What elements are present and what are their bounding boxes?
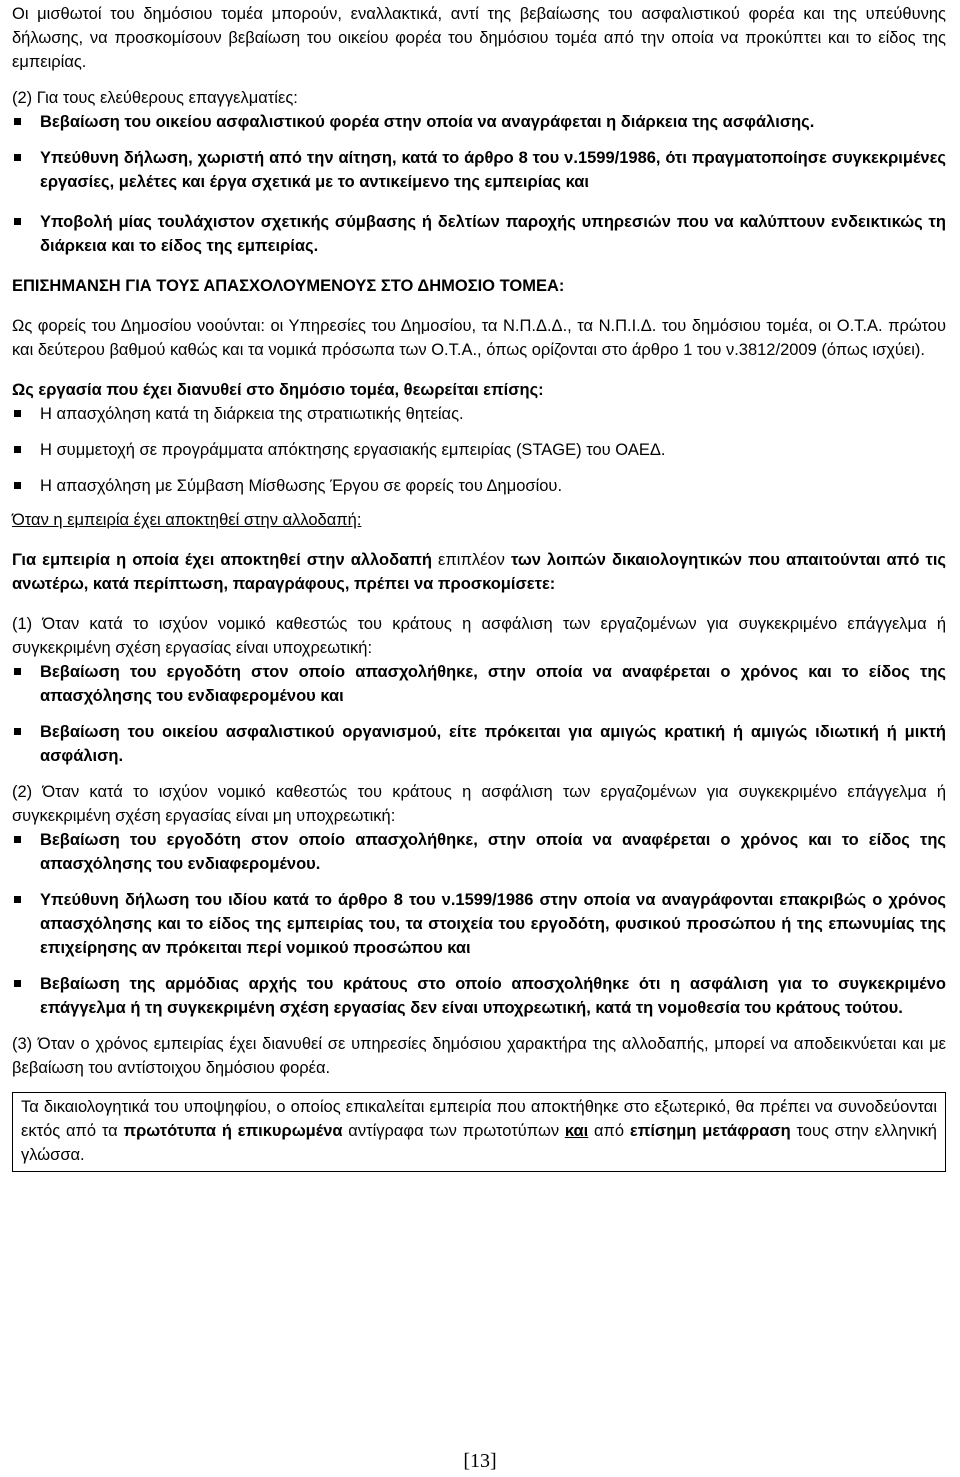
case1-paragraph: (1) Όταν κατά το ισχύον νομικό καθεστώς του κράτους η ασφάλιση των εργαζομένων για συγκεκριμένο επάγγελμα ή συγκεκριμένη σχέση εργασίας είναι υποχρεωτική: — [12, 615, 946, 657]
note-text-4: και — [564, 1122, 589, 1140]
document-page — [12, 2, 946, 1172]
list-item: Βεβαίωση του εργοδότη στον οποίο απασχολήθηκε, στην οποία να αναφέρεται ο χρόνος και το είδος της απασχόλησης του ενδιαφερομένου και — [12, 660, 946, 708]
note-text-3: αντίγραφα των πρωτοτύπων — [348, 1122, 560, 1140]
public-work-heading: Ως εργασία που έχει διανυθεί στο δημόσιο τομέα, θεωρείται επίσης: — [12, 381, 544, 399]
note-text-5: από — [594, 1122, 625, 1140]
intro-paragraph: Οι μισθωτοί του δημόσιου τομέα μπορούν, εναλλακτικά, αντί της βεβαίωσης του ασφαλιστικού φορέα και της υπεύθυνης δήλωσης, να προσκομίσουν βεβαίωση του οικείου φορέα του δημόσιου τομέα από την οποία να προκύπτει και το είδος της εμπειρίας. — [12, 5, 946, 71]
page-number: [13] — [463, 1450, 497, 1472]
case3-paragraph: (3) Όταν ο χρόνος εμπειρίας έχει διανυθεί σε υπηρεσίες δημόσιου χαρακτήρα της αλλοδαπής, μπορεί να αποδεικνύεται και με βεβαίωση του αντίστοιχου δημόσιου φορέα. — [12, 1035, 946, 1077]
freelancer-list — [12, 110, 946, 258]
case2-paragraph: (2) Όταν κατά το ισχύον νομικό καθεστώς του κράτους η ασφάλιση των εργαζομένων για συγκεκριμένο επάγγελμα ή συγκεκριμένη σχέση εργασίας είναι μη υποχρεωτική: — [12, 783, 946, 825]
note-text-2: πρωτότυπα ή επικυρωμένα — [123, 1122, 343, 1140]
list-item: Βεβαίωση του οικείου ασφαλιστικού οργανισμού, είτε πρόκειται για αμιγώς κρατική ή αμιγώς ιδιωτική ή μικτή ασφάλιση. — [12, 720, 946, 768]
list-item: Υπεύθυνη δήλωση, χωριστή από την αίτηση, κατά το άρθρο 8 του ν.1599/1986, ότι πραγματοποίησε συγκεκριμένες εργασίες, μελέτες και έργα σχετικά με το αντικείμενο της εμπειρίας και — [12, 146, 946, 194]
list-item: Υποβολή μίας τουλάχιστον σχετικής σύμβασης ή δελτίων παροχής υπηρεσιών που να καλύπτουν ενδεικτικώς τη διάρκεια και το είδος της εμπειρίας. — [12, 210, 946, 258]
public-work-list — [12, 402, 946, 498]
note-text-6: επίσημη μετάφραση — [629, 1122, 791, 1140]
abroad-intro-part1: Για εμπειρία η οποία έχει αποκτηθεί στην αλλοδαπή — [12, 551, 432, 569]
case2-list — [12, 828, 946, 1020]
abroad-intro-part3: των λοιπών δικαιολογητικών που απαιτούνται από τις ανωτέρω, κατά περίπτωση, παραγράφους, πρέπει να προσκομίσετε: — [12, 551, 946, 593]
list-item: Βεβαίωση του οικείου ασφαλιστικού φορέα στην οποία να αναγράφεται η διάρκεια της ασφάλισης. — [12, 110, 946, 134]
freelancers-heading: (2) Για τους ελεύθερους επαγγελματίες: — [12, 89, 298, 107]
list-item: Βεβαίωση της αρμόδιας αρχής του κράτους στο οποίο αποσχολήθηκε ότι η ασφάλιση για το συγκεκριμένο επάγγελμα ή τη συγκεκριμένη σχέση εργασίας δεν είναι υποχρεωτική, κατά τη νομοθεσία του κράτους τούτου. — [12, 972, 946, 1020]
translation-note-box — [12, 1092, 946, 1172]
abroad-heading: Όταν η εμπειρία έχει αποκτηθεί στην αλλοδαπή: — [12, 511, 362, 529]
note-text-1: Τα δικαιολογητικά του υποψηφίου, ο οποίος επικαλείται εμπειρία που αποκτήθηκε στο εξωτερικό, θα πρέπει να συνοδεύονται εκτός από τα — [21, 1098, 937, 1140]
case1-list — [12, 660, 946, 768]
note-text-7: τους στην ελληνική γλώσσα. — [21, 1122, 937, 1164]
list-item: Υπεύθυνη δήλωση του ιδίου κατά το άρθρο 8 του ν.1599/1986 στην οποία να αναγράφονται επακριβώς ο χρόνος απασχόλησης και το είδος της εμπειρίας του, τα στοιχεία του εργοδότη, φυσικού προσώπου ή της επωνυμίας της επιχείρησης αν πρόκειται περί νομικού προσώπου και — [12, 888, 946, 960]
list-item: Η απασχόληση με Σύμβαση Μίσθωσης Έργου σε φορείς του Δημοσίου. — [12, 474, 946, 498]
public-sector-heading: ΕΠΙΣΗΜΑΝΣΗ ΓΙΑ ΤΟΥΣ ΑΠΑΣΧΟΛΟΥΜΕΝΟΥΣ ΣΤΟ ΔΗΜΟΣΙΟ ΤΟΜΕΑ: — [12, 277, 565, 295]
abroad-intro-paragraph — [12, 548, 946, 596]
abroad-intro-part2: επιπλέον — [438, 551, 505, 569]
list-item: Βεβαίωση του εργοδότη στον οποίο απασχολήθηκε, στην οποία να αναφέρεται ο χρόνος και το είδος της απασχόλησης του ενδιαφερομένου. — [12, 828, 946, 876]
list-item: Η συμμετοχή σε προγράμματα απόκτησης εργασιακής εμπειρίας (STAGE) του ΟΑΕΔ. — [12, 438, 946, 462]
public-bodies-paragraph: Ως φορείς του Δημοσίου νοούνται: οι Υπηρεσίες του Δημοσίου, τα Ν.Π.Δ.Δ., τα Ν.Π.Ι.Δ. του δημόσιου τομέα, οι Ο.Τ.Α. πρώτου και δεύτερου βαθμού καθώς και τα νομικά πρόσωπα των Ο.Τ.Α., όπως ορίζονται στο άρθρο 1 του ν.3812/2009 (όπως ισχύει). — [12, 317, 946, 359]
list-item: Η απασχόληση κατά τη διάρκεια της στρατιωτικής θητείας. — [12, 402, 946, 426]
